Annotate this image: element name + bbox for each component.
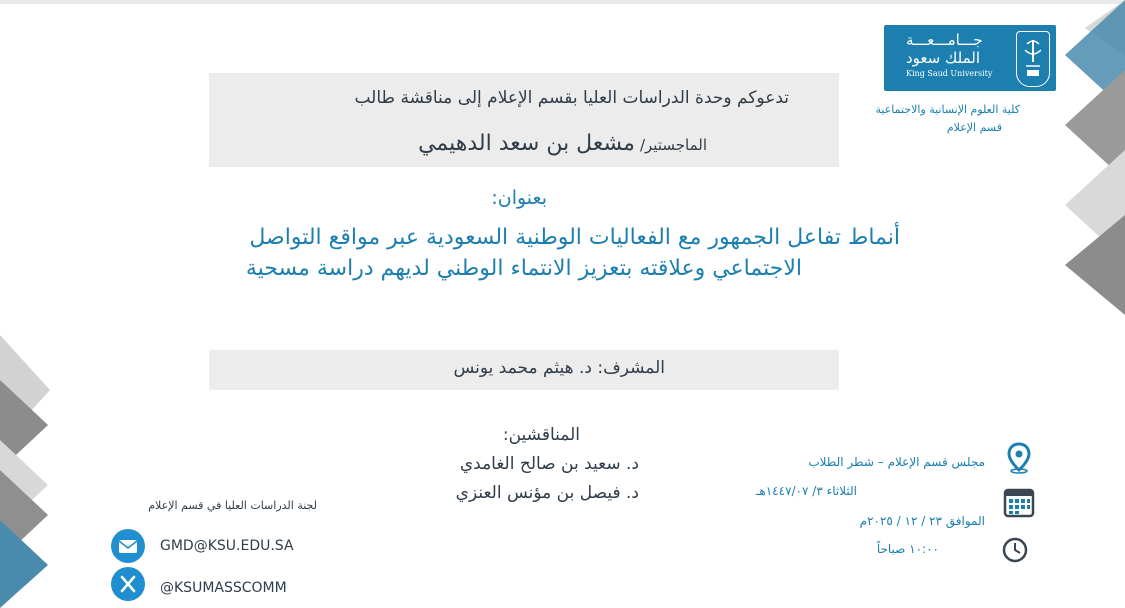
degree-label: الماجستير/ <box>639 136 707 154</box>
time-text: ١٠:٠٠ صباحاً <box>876 542 939 556</box>
email-icon[interactable] <box>111 529 145 563</box>
discussant-2: د. فيصل بن مؤنس العنزي <box>455 483 639 503</box>
right-chevron-decoration <box>1065 0 1125 608</box>
committee-label: لجنة الدراسات العليا في قسم الإعلام <box>148 499 317 512</box>
thesis-title-line-1: أنماط تفاعل الجمهور مع الفعاليات الوطنية السعودية عبر مواقع التواصل <box>249 225 900 250</box>
university-name-ar-2: الملك سعود <box>906 49 981 67</box>
twitter-handle[interactable]: @KSUMASSCOMM <box>160 580 287 596</box>
discussant-1: د. سعيد بن صالح الغامدي <box>459 454 639 474</box>
discussants-label: المناقشين: <box>502 425 580 445</box>
college-name: كلية العلوم الإنسانية والاجتماعية <box>875 103 1020 116</box>
university-emblem-icon <box>1016 31 1050 87</box>
university-logo <box>884 25 1056 91</box>
calendar-icon <box>1003 486 1035 518</box>
location-text: مجلس قسم الإعلام – شطر الطلاب <box>808 455 985 469</box>
hijri-date: الثلاثاء ٣/ ١٤٤٧/٠٧هـ <box>755 484 857 498</box>
university-name-ar-1: جـــامـــعـــة <box>906 31 983 49</box>
gregorian-date: الموافق ٢٣ / ١٢ / ٢٠٢٥م <box>859 514 985 528</box>
student-line <box>418 131 707 156</box>
supervisor-name: المشرف: د. هيثم محمد يونس <box>453 358 665 378</box>
thesis-title-line-2: الاجتماعي وعلاقته بتعزيز الانتماء الوطني لديهم دراسة مسحية <box>245 256 802 281</box>
left-chevron-decoration <box>0 0 60 608</box>
top-border <box>0 0 1125 4</box>
x-twitter-icon[interactable] <box>111 567 145 601</box>
thesis-title-label: بعنوان: <box>491 187 547 209</box>
location-pin-icon <box>1005 442 1033 474</box>
invitation-text: تدعوكم وحدة الدراسات العليا بقسم الإعلام إلى مناقشة طالب <box>354 88 789 108</box>
student-name: مشعل بن سعد الدهيمي <box>418 131 635 156</box>
department-name: قسم الإعلام <box>946 121 1002 134</box>
email-address[interactable]: GMD@KSU.EDU.SA <box>160 538 294 554</box>
clock-icon <box>1001 536 1029 564</box>
university-name-en: King Saud University <box>906 69 993 78</box>
